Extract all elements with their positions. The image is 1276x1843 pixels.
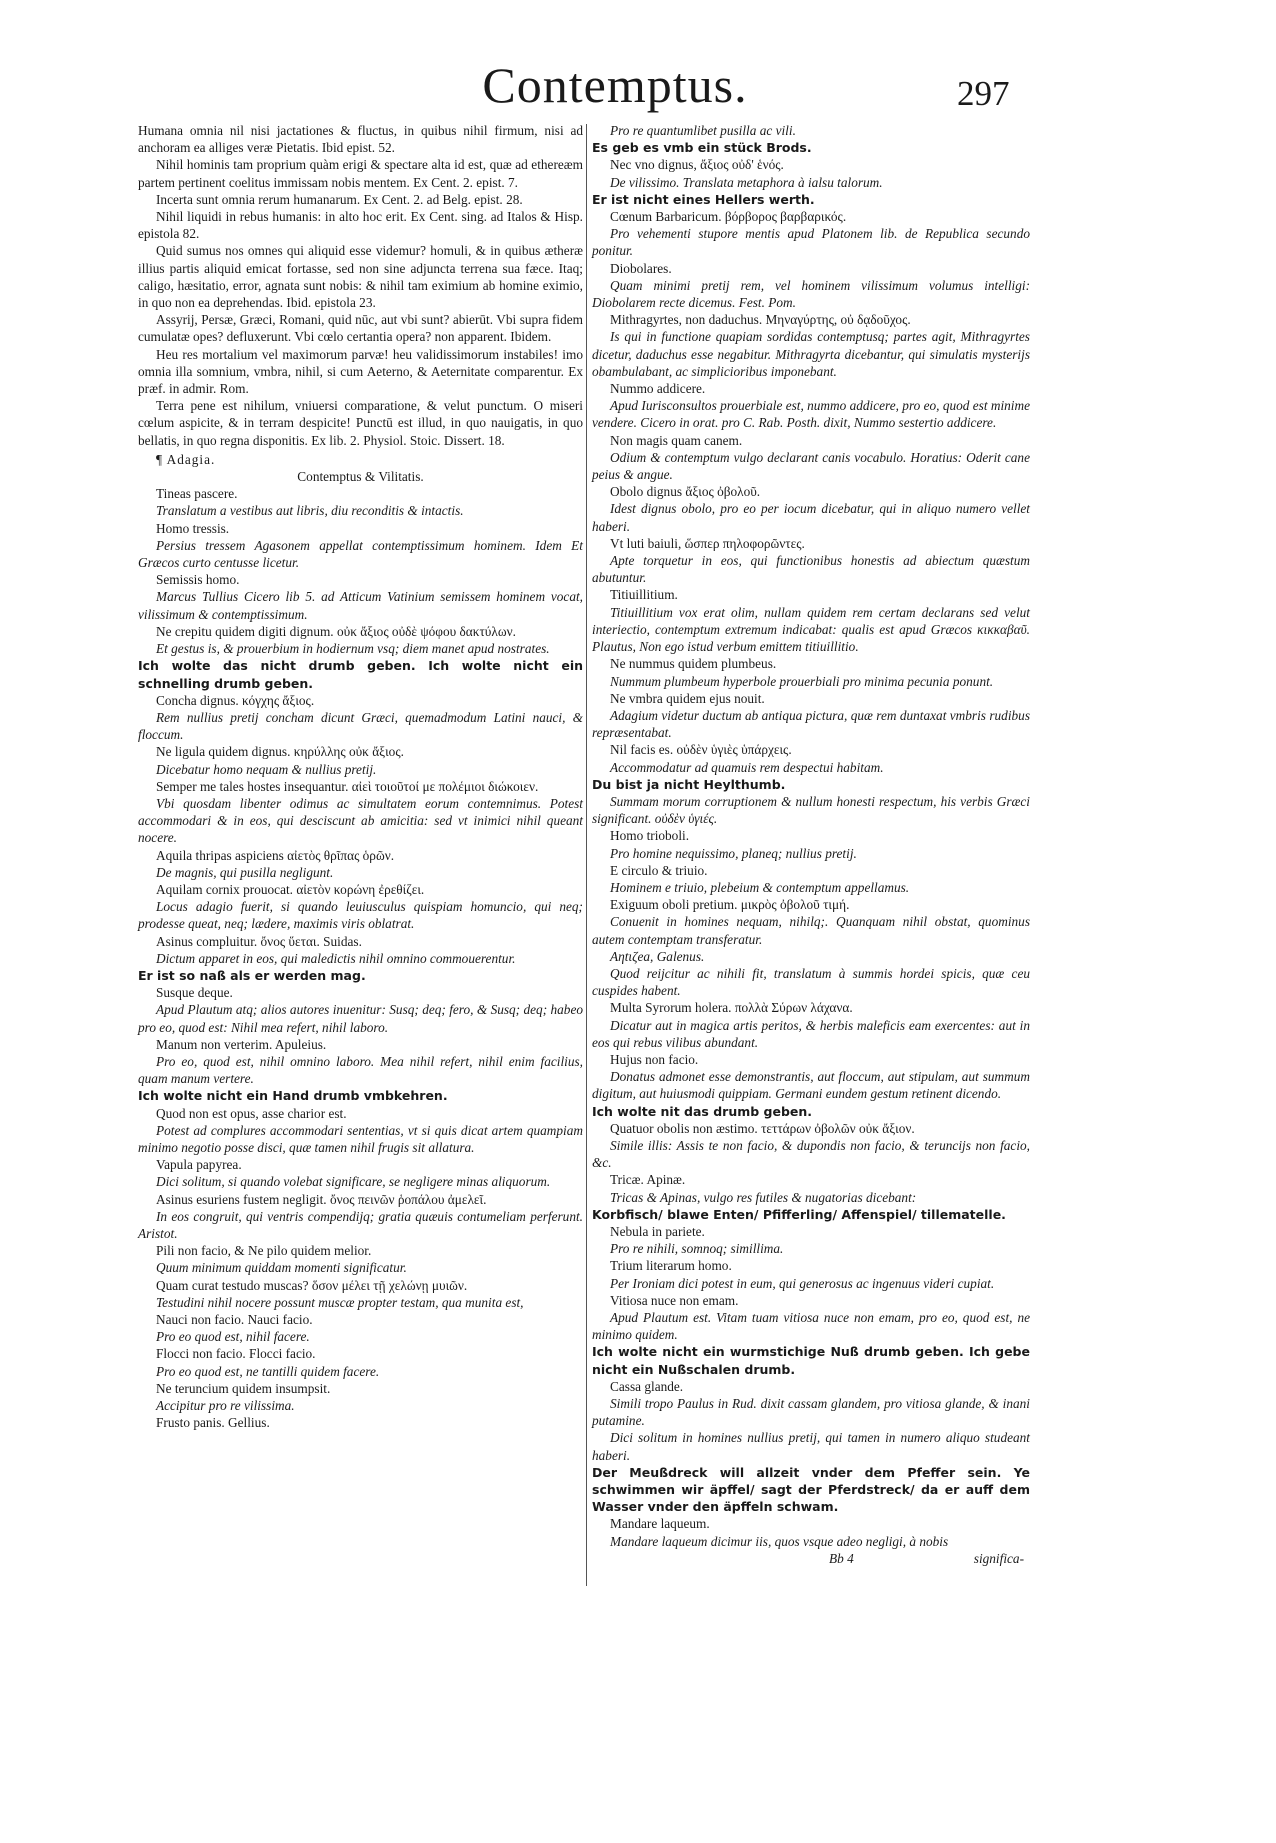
left-column-line: Dictum apparet in eos, qui maledictis nihil omnino commouerentur. — [156, 950, 516, 966]
left-column-line: Quam curat testudo muscas? ὅσον μέλει τῇ χελώνῃ μυιῶν. — [156, 1277, 468, 1293]
left-column-line: Vapula papyrea. — [156, 1157, 242, 1173]
left-column-line: Contemptus & Vilitatis. — [297, 469, 424, 485]
right-column-line: Odium & contemptum vulgo declarant canis vocabulo. Horatius: Oderit cane peius & angue. — [592, 449, 1030, 483]
right-column-line: Nec vno dignus, ἄξιος οὐδ' ἑνός. — [610, 157, 784, 173]
right-column-line: Ich wolte nit das drumb geben. — [592, 1103, 813, 1119]
right-column-line: Der Meußdreck will allzeit vnder dem Pfeffer sein. Ye schwimmen wir äpffel/ sagt der Pferdstreck/ da er auff dem Wasser vnder den äpffeln schwam. — [592, 1464, 1030, 1515]
right-column-line: Ich wolte nicht ein wurmstichige Nuß drumb geben. Ich gebe nicht ein Nußschalen drumb. — [592, 1344, 1030, 1377]
right-column-line: Pro re nihili, somnoq; simillima. — [610, 1241, 784, 1257]
left-column-line: Ich wolte das nicht drumb geben. Ich wolte nicht ein schnelling drumb geben. — [138, 658, 583, 691]
left-column-line: Locus adagio fuerit, si quando leuiusculus quispiam homuncio, qui neq; prodesse queat, neq; lædere, maximis viris oblatrat. — [138, 899, 583, 932]
right-column-line: Adagium videtur ductum ab antiqua pictura, quæ rem duntaxat vmbris rudibus repræsentabat. — [592, 707, 1030, 741]
left-column-line: Homo tressis. — [156, 520, 230, 536]
left-column-line: Ne crepitu quidem digiti dignum. οὐκ ἄξιος οὐδὲ ψόφου δακτύλων. — [156, 623, 516, 639]
right-column-line: Pro homine nequissimo, planeq; nullius pretij. — [610, 845, 857, 861]
right-column-line: Quatuor obolis non æstimo. τεττάρων ὀβολῶν οὐκ ἄξιον. — [610, 1120, 915, 1136]
right-column-line: Idest dignus obolo, pro eo per iocum dicebatur, qui in aliquo numero vellet haberi. — [592, 501, 1030, 534]
right-column-line: Nebula in pariete. — [610, 1224, 705, 1239]
left-column-line: Semper me tales hostes insequantur. αἰεὶ τοιοῦτοί με πολέμιοι διώκοιεν. — [156, 778, 539, 794]
right-column-line: Mandare laqueum. — [610, 1516, 710, 1532]
right-column-line: Dici solitum in homines nullius pretij, qui tamen in numero aliquo studeant haberi. — [592, 1430, 1030, 1463]
left-column-line: Quum minimum quiddam momenti significatur. — [156, 1260, 407, 1276]
right-column-line: Nummo addicere. — [610, 381, 706, 397]
left-column-line: Pro eo, quod est, nihil omnino laboro. Mea nihil refert, nihil enim facilius, quam manum vertere. — [138, 1053, 583, 1087]
left-column-line: Rem nullius pretij concham dicunt Græci, quemadmodum Latini nauci, & floccum. — [138, 709, 583, 743]
left-column-line: Accipitur pro re vilissima. — [156, 1398, 295, 1414]
left-column-line: Humana omnia nil nisi jactationes & fluctus, in quibus nihil firmum, nisi ad anchoram ea alliges veræ Pietatis. Ibid epist. 52. — [138, 123, 583, 156]
right-column-line: Ne nummus quidem plumbeus. — [610, 656, 777, 672]
left-column-line: Nihil hominis tam proprium quàm erigi & spectare alta id est, quæ ad ethereæm partem pertinent coelitus immissam nobis mentem. Ex Cent. 2. epist. 7. — [138, 157, 583, 190]
left-column-line: Flocci non facio. Flocci facio. — [156, 1346, 316, 1362]
left-column-line: De magnis, qui pusilla negligunt. — [156, 864, 334, 880]
right-column-line: Apud Iurisconsultos prouerbiale est, nummo addicere, pro eo, quod est minime vendere. Cicero in orat. pro C. Rab. Posth. dixit, Nummo sestertio addicere. — [592, 398, 1030, 431]
right-column-line: Aηtιζea, Galenus. — [610, 948, 705, 964]
right-column-line: Hominem e triuio, plebeium & contemptum appellamus. — [610, 879, 910, 895]
right-column-line: Pro re quantumlibet pusilla ac vili. — [610, 123, 796, 138]
catchword: significa- — [973, 1550, 1024, 1566]
left-column-line: Quod non est opus, asse charior est. — [156, 1105, 347, 1121]
right-column-line: Cassa glande. — [610, 1378, 684, 1394]
right-column-line: Donatus admonet esse demonstrantis, aut floccum, aut stipulam, aut summum digitum, aut huiusmodi quippiam. Germani eundem gestum retinent dicendo. — [592, 1069, 1030, 1102]
left-column-line: Dici solitum, si quando volebat significare, se negligere minas aliquorum. — [156, 1174, 551, 1190]
right-column-line: Homo trioboli. — [610, 828, 690, 844]
left-column-line: Ne teruncium quidem insumpsit. — [156, 1380, 331, 1396]
right-column-line: Dicatur aut in magica artis peritos, & herbis maleficis eam exercentes: aut in eos qui rebus vilibus abundant. — [592, 1017, 1030, 1050]
right-column-line: Es geb es vmb ein stück Brods. — [592, 140, 812, 156]
left-column-line: Nihil liquidi in rebus humanis: in alto hoc erit. Ex Cent. sing. ad Italos & Hisp. epistola 82. — [138, 209, 583, 242]
right-column-line: Multa Syrorum holera. πολλὰ Σύρων λάχανα. — [610, 1000, 853, 1016]
left-column-line: ¶ Adagia. — [156, 451, 216, 467]
right-column-line: Ne vmbra quidem ejus nouit. — [610, 690, 765, 706]
left-column-line: Apud Plautum atq; alios autores inuenitur: Susq; deq; fero, & Susq; deq; habeo pro eo, quod est: Nihil mea refert, nihil laboro. — [138, 1002, 583, 1035]
left-column-line: Asinus esuriens fustem negligit. ὄνος πεινῶν ῥοπάλου ἀμελεῖ. — [156, 1191, 487, 1207]
right-column-line: De vilissimo. Translata metaphora à ialsu talorum. — [610, 174, 883, 190]
right-column — [592, 122, 1030, 1567]
right-column-line: Du bist ja nicht Heylthumb. — [592, 776, 786, 792]
right-column-line: Per Ironiam dici potest in eum, qui generosus ac ingenuus videri cupiat. — [610, 1275, 995, 1291]
left-column-line: Incerta sunt omnia rerum humanarum. Ex Cent. 2. ad Belg. epist. 28. — [156, 191, 523, 207]
right-column-line: Simili tropo Paulus in Rud. dixit cassam glandem, pro vitiosa glande, & inani putamine. — [592, 1396, 1030, 1429]
left-column-line: Marcus Tullius Cicero lib 5. ad Atticum Vatinium semissem hominem vocat, vilissimum & contemptissimum. — [138, 589, 583, 622]
left-column-line: Assyrij, Persæ, Græci, Romani, quid nūc, aut vbi sunt? abierūt. Vbi supra fidem cumulatæ opes? defluxerunt. Vbi cœlo certantia opera? non apparent. Ibidem. — [138, 312, 583, 345]
left-column-line: Manum non verterim. Apuleius. — [156, 1036, 327, 1052]
right-column-line: Cœnum Barbaricum. βόρβορος βαρβαρικός. — [610, 209, 847, 225]
right-column-line: Korbfisch/ blawe Enten/ Pfifferling/ Affenspiel/ tillematelle. — [592, 1206, 1006, 1222]
right-column-line: Hujus non facio. — [610, 1051, 699, 1067]
right-column-line: Quod reijcitur ac nihili fit, translatum à summis hordei spicis, quæ ceu cuspides habent. — [592, 965, 1030, 999]
right-column-line: Conuenit in homines nequam, nihilq;. Quanquam nihil obstat, quominus autem contemptam transferatur. — [592, 914, 1030, 947]
left-column-line: Pili non facio, & Ne pilo quidem melior. — [156, 1243, 372, 1259]
right-column-line: Pro vehementi stupore mentis apud Platonem lib. de Republica secundo ponitur. — [592, 226, 1030, 259]
right-column-line: Accommodatur ad quamuis rem despectui habitam. — [610, 759, 884, 775]
left-column-line: Terra pene est nihilum, vniuersi comparatione, & velut punctum. O miseri cœlum aspicite, & in terram despicite! Punctū est illud, in quo nauigatis, in quo bellatis, in quo regna disponitis. Ex lib. 2. Physiol. Stoic. Dissert. 18. — [138, 398, 583, 448]
right-column-line: Nummum plumbeum hyperbole prouerbiali pro minima pecunia ponunt. — [610, 673, 994, 689]
right-column-line: Non magis quam canem. — [610, 432, 743, 448]
page-number: 297 — [957, 74, 1010, 113]
left-column-line: Ich wolte nicht ein Hand drumb vmbkehren. — [138, 1088, 448, 1104]
left-column-line: Testudini nihil nocere possunt muscæ propter testam, qua munita est, — [156, 1294, 524, 1310]
left-column-line: Ne ligula quidem dignus. κηρύλλης οὐκ ἄξιος. — [156, 744, 404, 760]
right-column-line: Trium literarum homo. — [610, 1258, 732, 1274]
left-column-line: Pro eo quod est, ne tantilli quidem facere. — [156, 1363, 380, 1379]
right-column-line: Er ist nicht eines Hellers werth. — [592, 191, 815, 207]
left-column-line: Nauci non facio. Nauci facio. — [156, 1312, 313, 1328]
right-column-line: Mithragyrtes, non daduchus. Μηναγύρτης, οὐ δᾳδοῦχος. — [610, 312, 911, 328]
left-column-line: Quid sumus nos omnes qui aliquid esse videmur? homuli, & in quibus ætheræ illius partis aliquid emicat fortasse, sed non sine adjuncta terrena sua fæce. Itaq; caligo, hæsitatio, error, agnata sunt nobis: & nihil tam eximium ab homine eximio, in quo non ea deprehendas. Ibid. epistola 23. — [138, 243, 583, 311]
page-footer-line — [592, 1550, 1030, 1567]
left-column-line: Heu res mortalium vel maximorum parvæ! heu validissimorum instabiles! imo omnia illa somnium, vmbra, nihil, si cum Aeterno, & Aeternitate comparentur. Ex præf. in admir. Rom. — [138, 346, 583, 397]
left-column-line: Dicebatur homo nequam & nullius pretij. — [156, 761, 377, 777]
right-column-line: Quam minimi pretij rem, vel hominem vilissimum volumus intelligi: Diobolarem recte dicemus. Fest. Pom. — [592, 277, 1030, 311]
right-column-line: Tricas & Apinas, vulgo res futiles & nugatorias dicebant: — [610, 1189, 917, 1205]
right-column-line: E circulo & triuio. — [610, 862, 708, 878]
right-column-line: Tricæ. Apinæ. — [610, 1172, 686, 1188]
left-column-line: Concha dignus. κόγχης ἄξιος. — [156, 692, 315, 708]
right-column-line: Is qui in functione quapiam sordidas contemptusq; partes agit, Mithragyrtes dicetur, daduchus esse negabitur. Mithragyrta dicebantur, qui simulatis mysterijs obambulabant, ac simplicioribus imponebant. — [592, 329, 1030, 379]
running-title: Contemptus. — [482, 57, 748, 113]
left-column-line: Et gestus is, & prouerbium in hodiernum vsq; diem manet apud nostrates. — [156, 641, 550, 657]
right-column-line: Mandare laqueum dicimur iis, quos vsque adeo negligi, à nobis — [610, 1533, 949, 1549]
left-column-line: Vbi quosdam libenter odimus ac simultatem eorum contemnimus. Potest accommodari & in eos, qui desciscunt ab amicitia: sed vt inimici nihil queant nocere. — [138, 795, 583, 846]
right-column-line: Apud Plautum est. Vitam tuam vitiosa nuce non emam, pro eo, quod est, ne minimo quidem. — [592, 1310, 1030, 1343]
left-column-line: Tineas pascere. — [156, 486, 238, 502]
left-column-line: Frusto panis. Gellius. — [156, 1415, 270, 1431]
left-column-line: Pro eo quod est, nihil facere. — [156, 1329, 310, 1345]
right-column-line: Vt luti baiuli, ὥσπερ πηλοφορῶντες. — [610, 535, 805, 551]
right-column-line: Diobolares. — [610, 260, 672, 276]
left-column-line: Aquila thripas aspiciens αἰετὸς θρῖπας ὁρῶν. — [156, 847, 395, 863]
right-column-line: Titiuillitium vox erat olim, nullam quidem rem certam declarans sed velut interiectio, contemptum extremum indicabat: qualis est apud Græcos κικκαβαῦ. Plautus, Non ego istud verbum emittem titiuillitio. — [592, 604, 1030, 655]
right-column-line: Titiuillitium. — [610, 587, 678, 603]
left-column-line: Persius tressem Agasonem appellat contemptissimum hominem. Idem Et Græcos curto centusse licetur. — [138, 537, 583, 571]
left-column-line: Potest ad complures accommodari sententias, vt si quis dicat artem quampiam minimo negotio posse disci, quæ tamen nihil frugis sit allatura. — [138, 1122, 583, 1155]
left-column-line: Semissis homo. — [156, 572, 240, 588]
left-column-line: In eos congruit, qui ventris compendijq; gratia quæuis contumeliam perferunt. Aristot. — [138, 1208, 583, 1241]
left-column-line: Susque deque. — [156, 985, 233, 1001]
left-column-line: Aquilam cornix prouocat. αἰετὸν κορώνη ἐρεθίζει. — [156, 881, 425, 897]
right-column-line: Apte torquetur in eos, qui functionibus honestis ad abiectum quæstum abutuntur. — [592, 553, 1030, 586]
left-column — [138, 122, 583, 1431]
left-column-line: Er ist so naß als er werden mag. — [138, 967, 366, 983]
signature-mark: Bb 4 — [829, 1550, 854, 1566]
left-column-line: Translatum a vestibus aut libris, diu reconditis & intactis. — [156, 503, 464, 519]
left-column-line: Asinus compluitur. ὄνος ὕεται. Suidas. — [156, 933, 362, 949]
column-divider — [586, 124, 587, 1586]
right-column-line: Summam morum corruptionem & nullum honesti respectum, his verbis Græci significant. οὐδὲν ὑγιές. — [592, 793, 1030, 827]
right-column-line: Obolo dignus ἄξιος ὀβολοῦ. — [610, 484, 761, 500]
right-column-line: Nil facis es. οὐδὲν ὑγιὲς ὑπάρχεις. — [610, 742, 792, 758]
right-column-line: Vitiosa nuce non emam. — [610, 1292, 739, 1308]
right-column-line: Exiguum oboli pretium. μικρὸς ὀβολοῦ τιμή. — [610, 897, 850, 913]
right-column-line: Simile illis: Assis te non facio, & dupondis non facio, & teruncijs non facio, &c. — [592, 1137, 1030, 1171]
